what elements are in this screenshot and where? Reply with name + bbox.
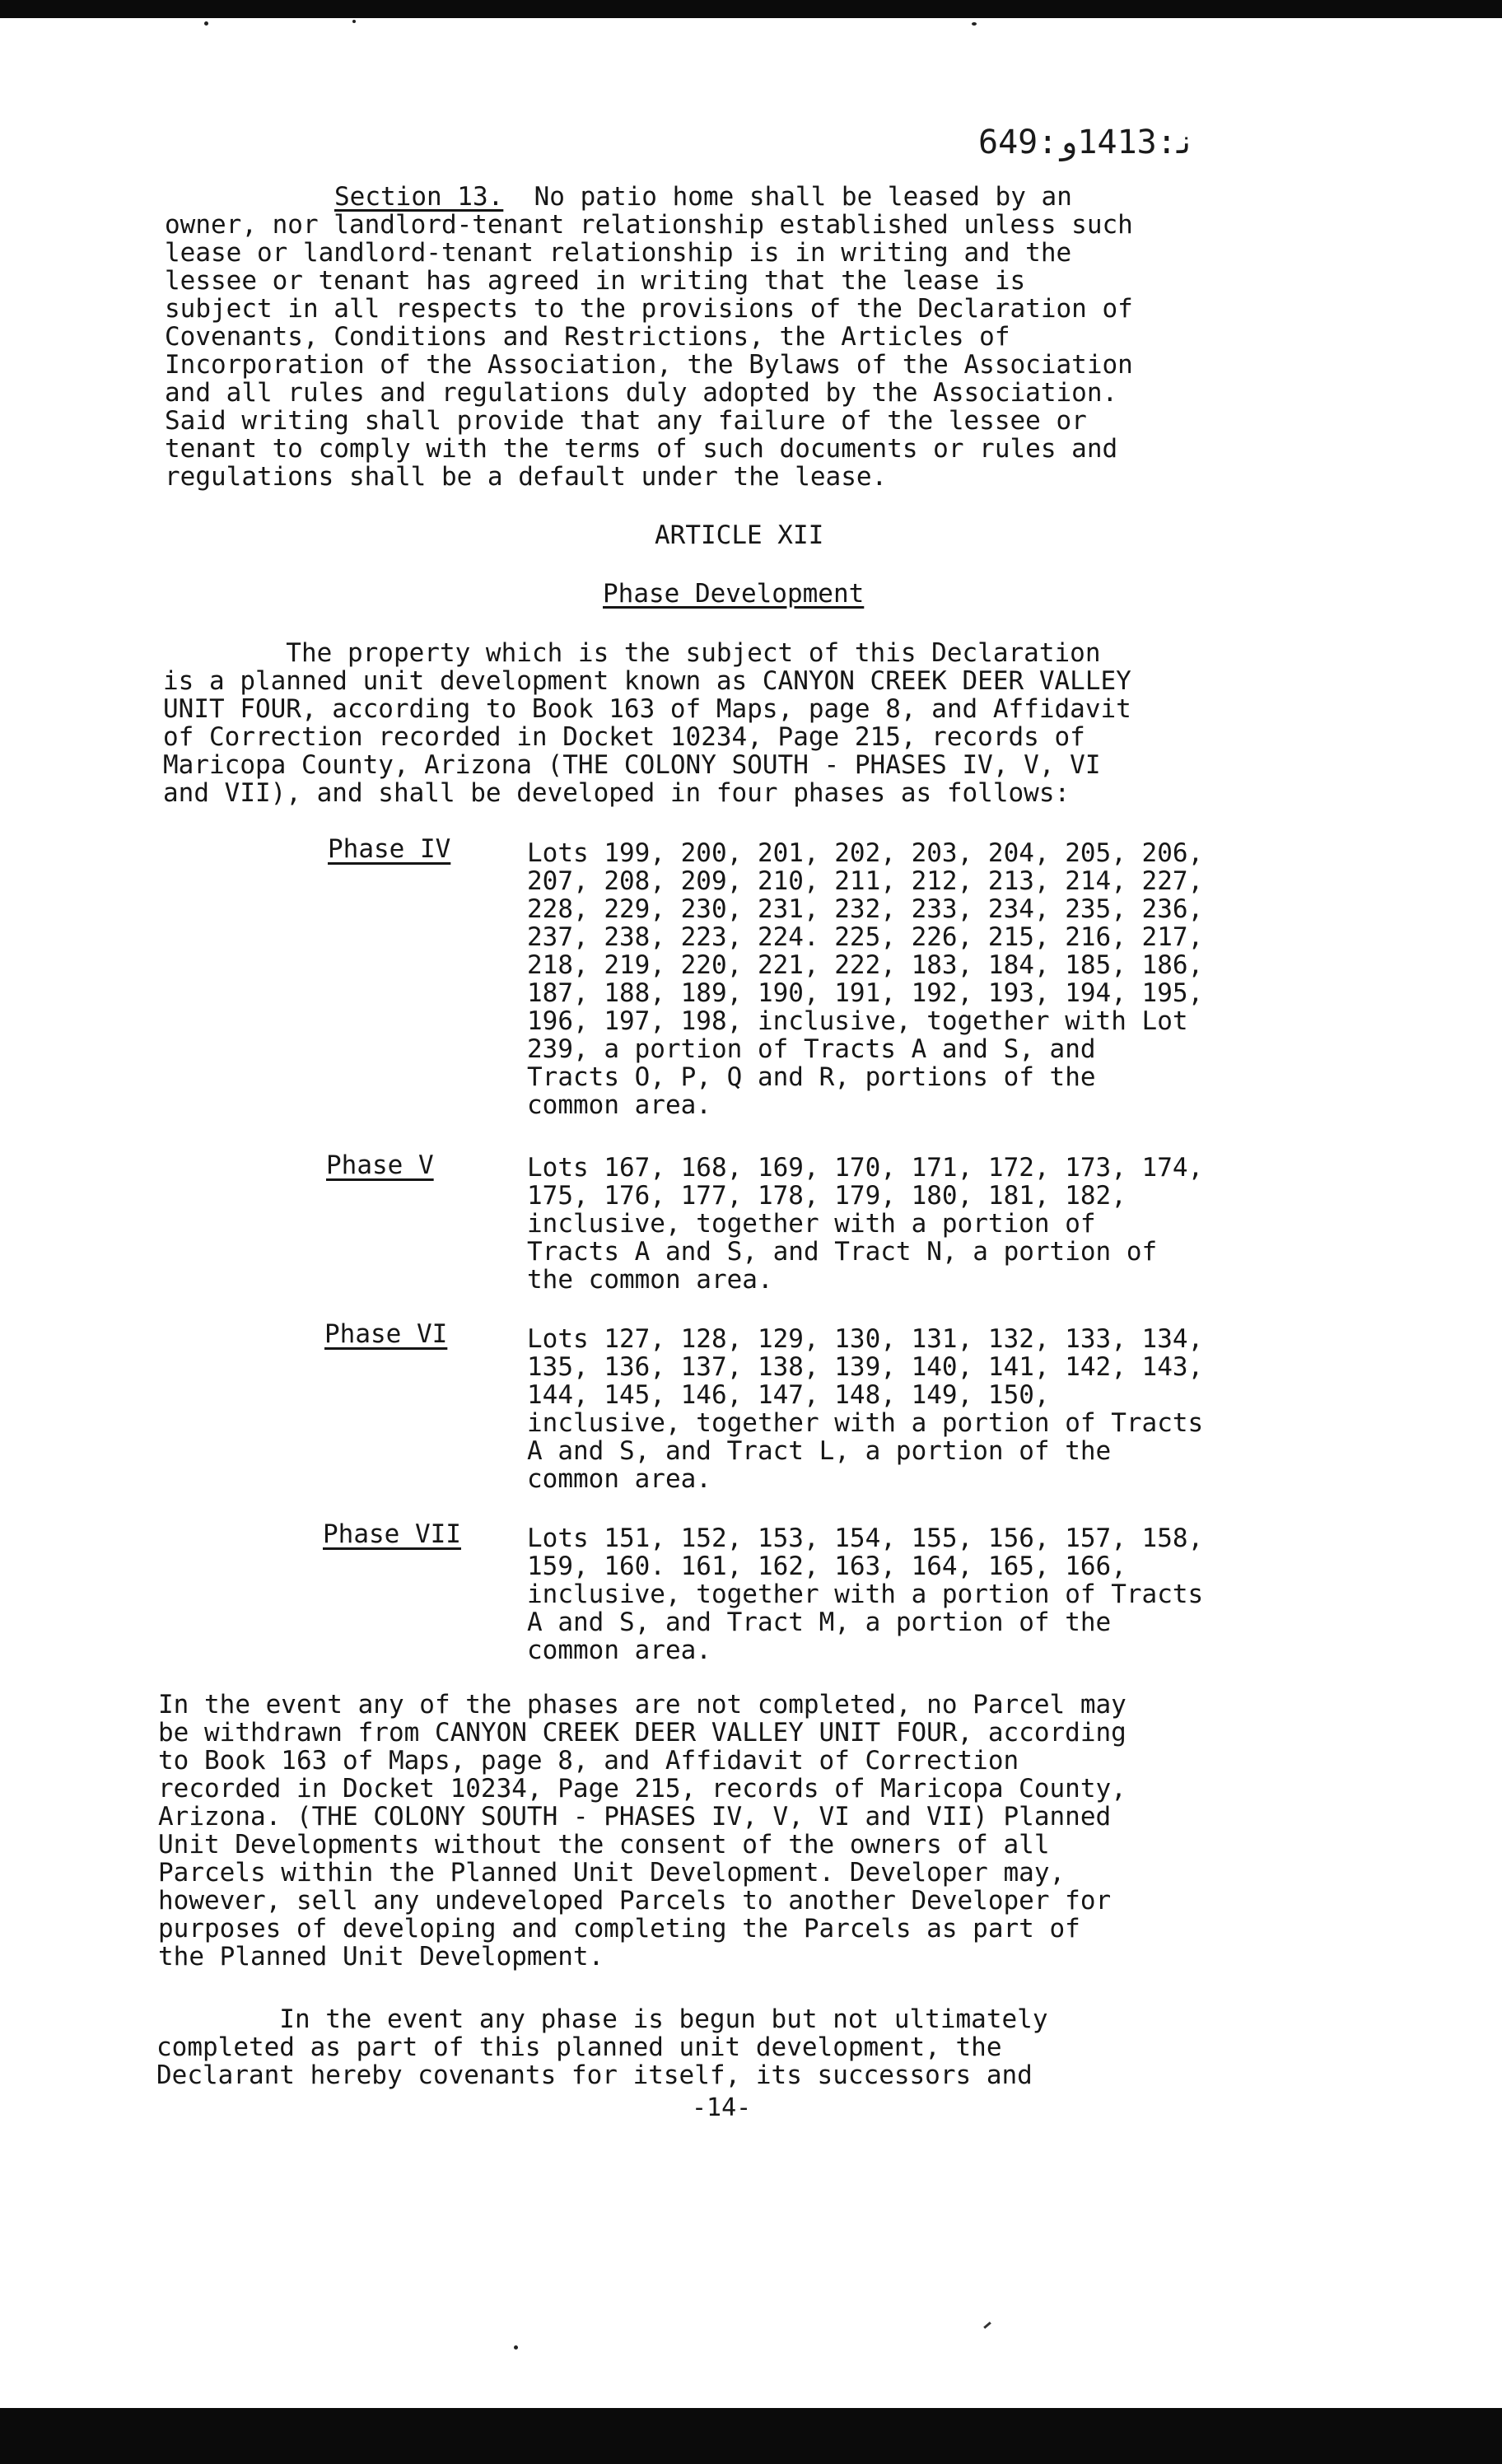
section-13-line: tenant to comply with the terms of such documents or rules and (165, 434, 1118, 464)
phase-iv-line: 196, 197, 198, inclusive, together with Lot (527, 1006, 1188, 1036)
event-line: be withdrawn from CANYON CREEK DEER VALLEY UNIT FOUR, according (158, 1718, 1126, 1748)
scan-border-top (0, 0, 1502, 18)
phase-iv-description (527, 839, 1203, 1119)
event-line: Arizona. (THE COLONY SOUTH - PHASES IV, V, VI and VII) Planned (158, 1802, 1112, 1832)
intro-line: Maricopa County, Arizona (THE COLONY SOUTH - PHASES IV, V, VI (163, 750, 1101, 780)
phase-vii-description (527, 1524, 1203, 1664)
phase-iv-line: 207, 208, 209, 210, 211, 212, 213, 214, 227, (527, 866, 1204, 896)
phase-iv-line: 239, a portion of Tracts A and S, and (527, 1034, 1096, 1064)
phase-v-line: inclusive, together with a portion of (527, 1209, 1096, 1239)
phase-v-line: the common area. (527, 1265, 773, 1295)
phase-iv-line: 237, 238, 223, 224. 225, 226, 215, 216, 217, (527, 922, 1204, 952)
section-13-line: Incorporation of the Association, the Bylaws of the Association (165, 350, 1133, 380)
final-line: Declarant hereby covenants for itself, its successors and (156, 2060, 1033, 2090)
section-13-title: Section 13. (334, 182, 504, 212)
event-line: In the event any of the phases are not completed, no Parcel may (158, 1690, 1126, 1720)
phase-vi-line: Lots 127, 128, 129, 130, 131, 132, 133, 134, (527, 1324, 1204, 1354)
section-13-line: lessee or tenant has agreed in writing that the lease is (165, 266, 1026, 296)
phase-vii-line: inclusive, together with a portion of Tracts (527, 1580, 1204, 1609)
phase-vii-line: Lots 151, 152, 153, 154, 155, 156, 157, 158, (527, 1524, 1204, 1553)
phase-vii-line: common area. (527, 1636, 711, 1665)
phase-vii-line: A and S, and Tract M, a portion of the (527, 1608, 1112, 1637)
section-13-line: Said writing shall provide that any failure of the lessee or (165, 406, 1087, 436)
section-13-body (165, 211, 1133, 491)
intro-line: UNIT FOUR, according to Book 163 of Maps, page 8, and Affidavit (163, 694, 1131, 724)
scan-speck (204, 21, 208, 26)
scan-speck (972, 22, 977, 26)
scan-speck (514, 2345, 518, 2350)
phase-vii-line: 159, 160. 161, 162, 163, 164, 165, 166, (527, 1552, 1126, 1581)
phase-iv-line: common area. (527, 1090, 711, 1120)
phase-v-line: Lots 167, 168, 169, 170, 171, 172, 173, 174, (527, 1153, 1204, 1183)
phase-v-line: 175, 176, 177, 178, 179, 180, 181, 182, (527, 1181, 1126, 1211)
phase-vi-line: 144, 145, 146, 147, 148, 149, 150, (527, 1380, 1050, 1410)
event-line: Unit Developments without the consent of the owners of all (158, 1830, 1050, 1860)
final-paragraph (156, 2005, 1048, 2089)
phase-vi-line: 135, 136, 137, 138, 139, 140, 141, 142, 143, (527, 1352, 1204, 1382)
event-line: Parcels within the Planned Unit Development. Developer may, (158, 1858, 1066, 1888)
article-title: ARTICLE XII (655, 520, 824, 550)
section-13-line: lease or landlord-tenant relationship is in writing and the (165, 238, 1072, 268)
section-13-line: owner, nor landlord-tenant relationship established unless such (165, 210, 1133, 240)
intro-line: is a planned unit development known as CANYON CREEK DEER VALLEY (163, 666, 1131, 696)
phase-iv-line: 218, 219, 220, 221, 222, 183, 184, 185, 186, (527, 950, 1204, 980)
phase-iv-line: 187, 188, 189, 190, 191, 192, 193, 194, 195, (527, 978, 1204, 1008)
event-line: however, sell any undeveloped Parcels to another Developer for (158, 1886, 1112, 1916)
phase-vii-label: Phase VII (323, 1519, 461, 1549)
scan-mark (983, 2322, 991, 2329)
phase-vi-line: inclusive, together with a portion of Tracts (527, 1408, 1204, 1438)
phase-iv-line: Tracts O, P, Q and R, portions of the (527, 1062, 1096, 1092)
intro-line: The property which is the subject of this Declaration (163, 638, 1101, 668)
section-13-line: Covenants, Conditions and Restrictions, the Articles of (165, 322, 1010, 352)
scan-border-bottom (0, 2408, 1502, 2464)
phase-iv-line: Lots 199, 200, 201, 202, 203, 204, 205, 206, (527, 838, 1204, 868)
scan-speck (352, 20, 356, 23)
intro-paragraph (163, 639, 1131, 807)
event-line: recorded in Docket 10234, Page 215, records of Maricopa County, (158, 1774, 1126, 1804)
phase-vi-line: A and S, and Tract L, a portion of the (527, 1436, 1112, 1466)
article-subtitle: Phase Development (603, 579, 865, 609)
phase-vi-label: Phase VI (324, 1319, 448, 1349)
section-13-first-line (334, 183, 1072, 211)
section-13-line: subject in all respects to the provisions of the Declaration of (165, 294, 1133, 324)
final-line: In the event any phase is begun but not ultimately (156, 2004, 1048, 2034)
phase-v-label: Phase V (326, 1150, 434, 1180)
event-line: to Book 163 of Maps, page 8, and Affidavit of Correction (158, 1746, 1019, 1776)
phase-iv-label: Phase IV (328, 834, 451, 864)
phase-iv-line: 228, 229, 230, 231, 232, 233, 234, 235, 236, (527, 894, 1204, 924)
phase-v-description (527, 1154, 1203, 1294)
event-line: the Planned Unit Development. (158, 1942, 604, 1972)
section-13-line: regulations shall be a default under the lease. (165, 462, 888, 492)
page-number: -14- (692, 2093, 752, 2122)
event-paragraph (158, 1691, 1126, 1971)
section-13-line: and all rules and regulations duly adopted by the Association. (165, 378, 1118, 408)
intro-line: and VII), and shall be developed in four phases as follows: (163, 778, 1071, 808)
phase-vi-line: common area. (527, 1464, 711, 1494)
intro-line: of Correction recorded in Docket 10234, Page 215, records of (163, 722, 1085, 752)
phase-vi-description (527, 1325, 1203, 1493)
final-line: completed as part of this planned unit development, the (156, 2032, 1002, 2062)
section-13-first-line-text: No patio home shall be leased by an (503, 182, 1072, 212)
phase-v-line: Tracts A and S, and Tract N, a portion of (527, 1237, 1158, 1267)
document-number: ﻧ:1413ﻭ:649 (978, 124, 1196, 161)
event-line: purposes of developing and completing the Parcels as part of (158, 1914, 1080, 1944)
